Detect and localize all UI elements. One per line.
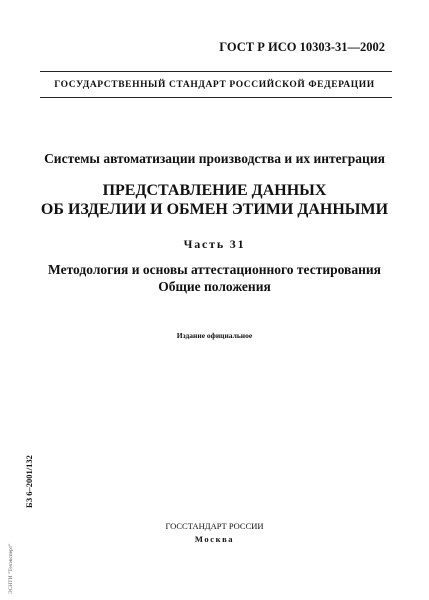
subtitle-line-1: Методология и основы аттестационного тестирования bbox=[48, 262, 381, 277]
header-rule-top bbox=[40, 71, 392, 72]
side-code: БЗ 6–2001/132 bbox=[24, 455, 34, 508]
part-label: Часть 31 bbox=[183, 237, 246, 251]
publisher: ГОССТАНДАРТ РОССИИ bbox=[165, 521, 264, 531]
main-title bbox=[0, 181, 429, 219]
main-title-line-1: ПРЕДСТАВЛЕНИЕ ДАННЫХ bbox=[102, 182, 327, 199]
header-rule-bottom bbox=[40, 97, 392, 98]
subtitle bbox=[0, 261, 429, 295]
main-title-line-2: ОБ ИЗДЕЛИИ И ОБМЕН ЭТИМИ ДАННЫМИ bbox=[40, 201, 389, 218]
side-print-mark: ЭСНТИ "Техэксперт" bbox=[8, 543, 14, 594]
edition-note: Издание официальное bbox=[176, 331, 253, 340]
series-title: Системы автоматизации производства и их интеграция bbox=[44, 151, 385, 166]
subtitle-line-2: Общие положения bbox=[158, 279, 271, 294]
standard-header: ГОСУДАРСТВЕННЫЙ СТАНДАРТ РОССИЙСКОЙ ФЕДЕРАЦИИ bbox=[54, 80, 375, 90]
standard-number: ГОСТ Р ИСО 10303-31—2002 bbox=[219, 40, 385, 54]
publisher-city: Москва bbox=[194, 534, 235, 544]
